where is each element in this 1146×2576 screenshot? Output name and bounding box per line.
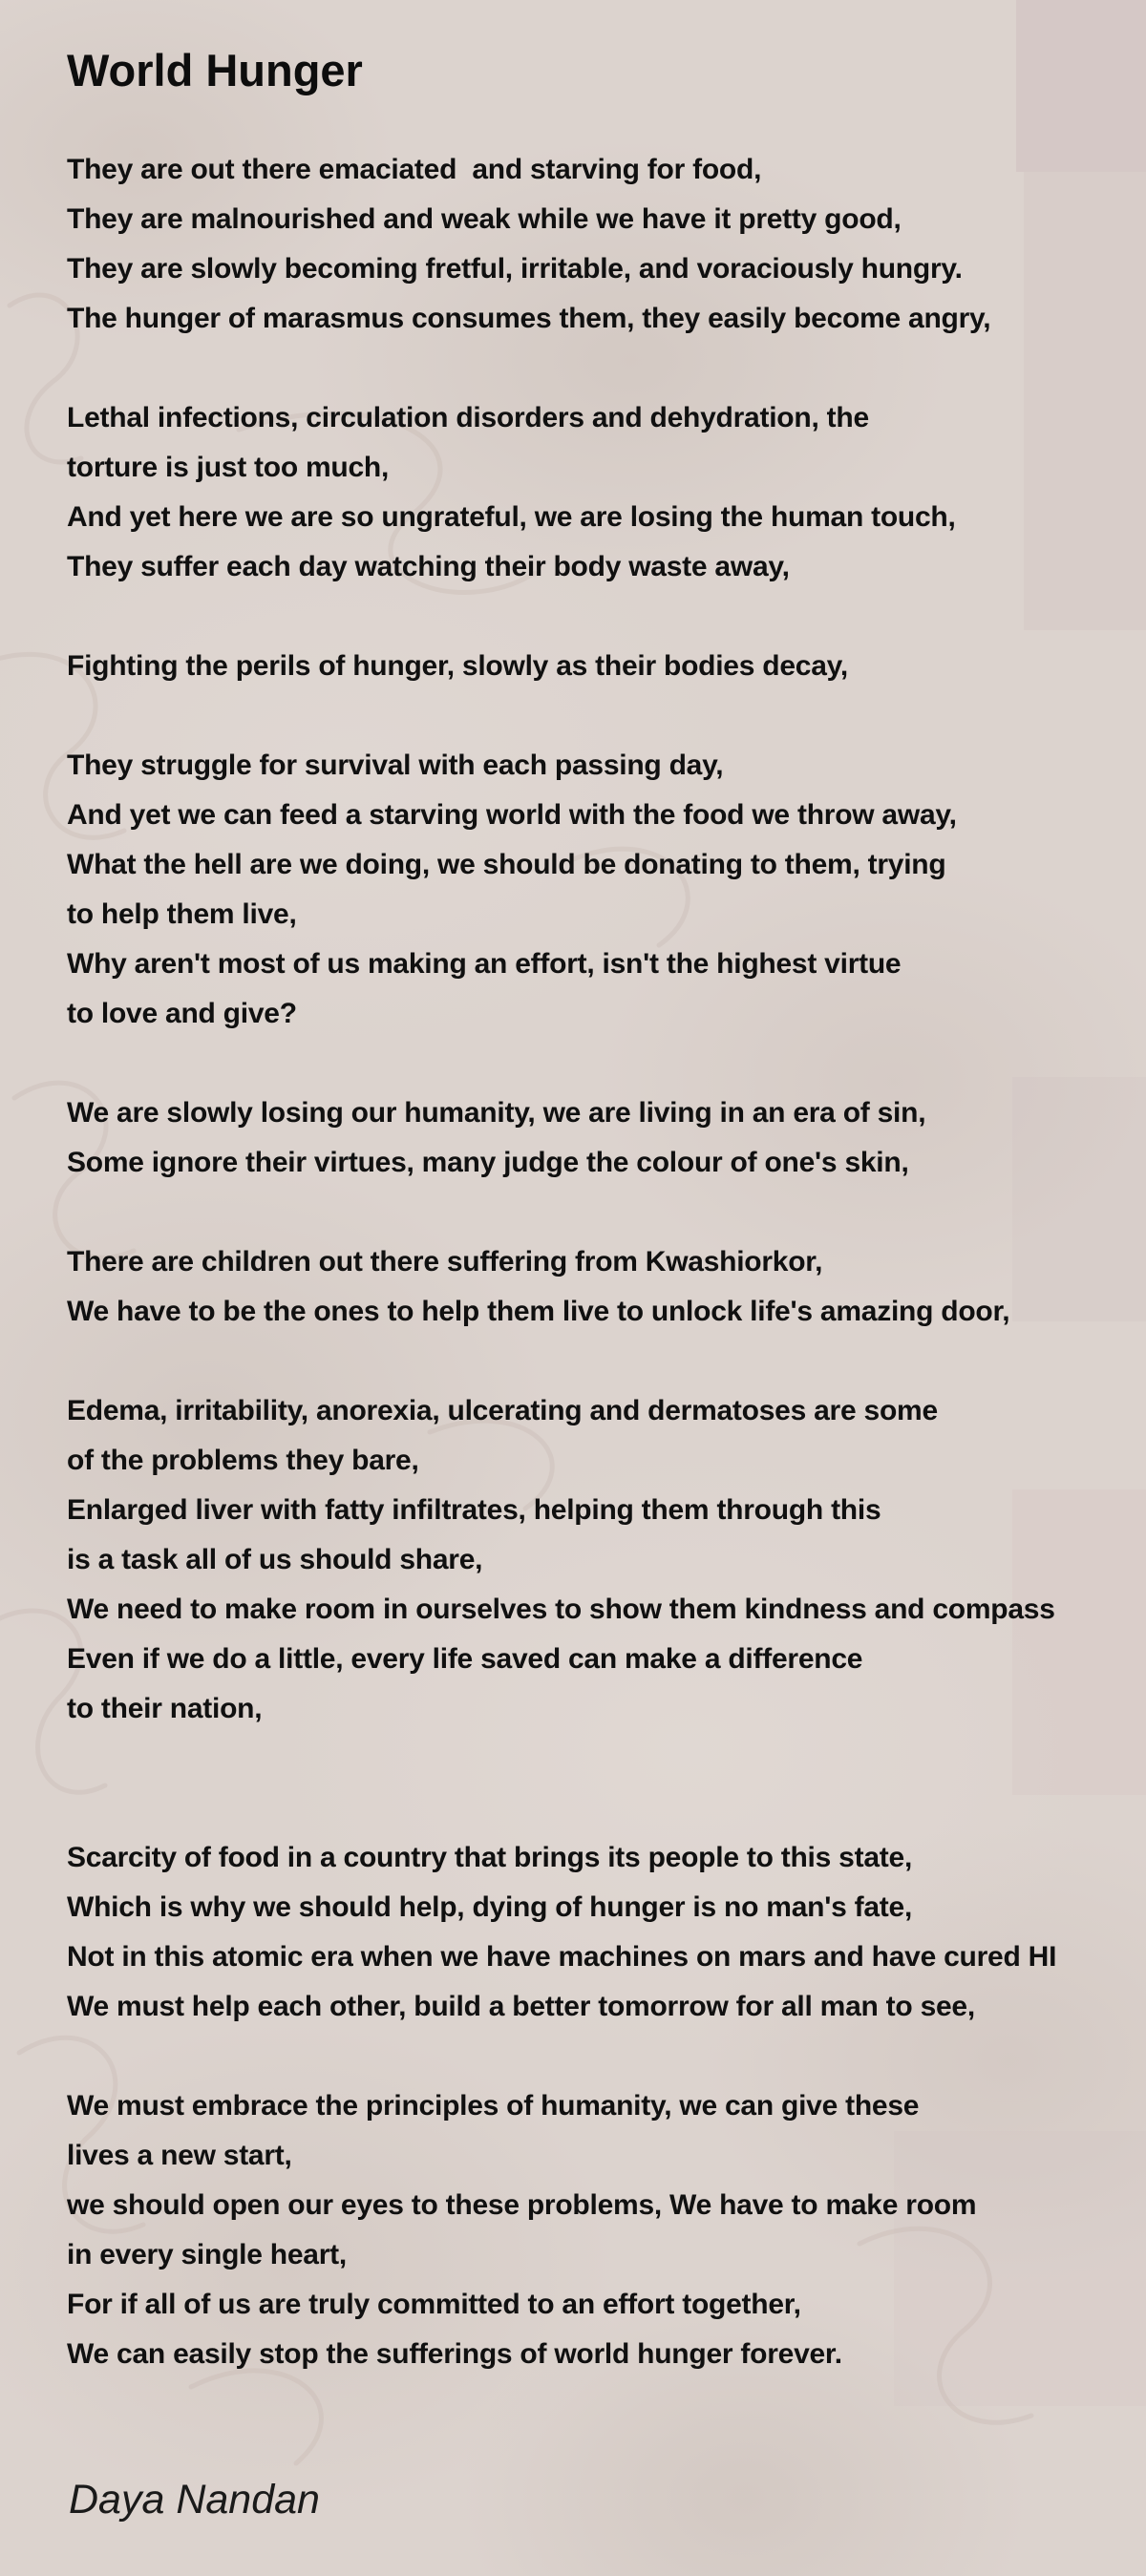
poem-line: to love and give? xyxy=(67,998,297,1029)
poem-line: in every single heart, xyxy=(67,2239,347,2270)
poem-line: Why aren't most of us making an effort, isn't the highest virtue xyxy=(67,948,902,980)
poem-stanza xyxy=(67,1833,1146,2032)
poem-line: Not in this atomic era when we have machines on mars and have cured HI xyxy=(67,1941,1057,1973)
poem-stanza xyxy=(67,741,1146,1039)
poem-line: Fighting the perils of hunger, slowly as their bodies decay, xyxy=(67,650,848,682)
poem-line: to their nation, xyxy=(67,1693,263,1724)
poem-line: to help them live, xyxy=(67,898,297,930)
poem-line: Scarcity of food in a country that brings its people to this state, xyxy=(67,1842,913,1873)
poem-line: We have to be the ones to help them live to unlock life's amazing door, xyxy=(67,1296,1010,1327)
poem-line: They are slowly becoming fretful, irritable, and voraciously hungry. xyxy=(67,253,963,285)
poem-title: World Hunger xyxy=(67,45,363,95)
poem-line: We are slowly losing our humanity, we are living in an era of sin, xyxy=(67,1097,926,1129)
poem-line: lives a new start, xyxy=(67,2140,292,2171)
poem-line: torture is just too much, xyxy=(67,452,390,483)
poem-line: Which is why we should help, dying of hunger is no man's fate, xyxy=(67,1891,913,1923)
poem-stanza xyxy=(67,2081,1146,2379)
poem-stanza xyxy=(67,393,1146,592)
poem-line: And yet here we are so ungrateful, we are losing the human touch, xyxy=(67,501,956,533)
poem-stanza xyxy=(67,1088,1146,1188)
poem-line: We must embrace the principles of humanity, we can give these xyxy=(67,2090,920,2122)
poem-line: We must help each other, build a better tomorrow for all man to see, xyxy=(67,1991,975,2022)
poem-stanza xyxy=(67,145,1146,344)
poem-line: For if all of us are truly committed to an effort together, xyxy=(67,2289,801,2320)
poem-line: What the hell are we doing, we should be donating to them, trying xyxy=(67,849,946,880)
poem-line: There are children out there suffering from Kwashiorkor, xyxy=(67,1246,823,1277)
poem-body xyxy=(67,145,1146,2379)
poem-line: They struggle for survival with each passing day, xyxy=(67,750,724,781)
poem-line: of the problems they bare, xyxy=(67,1445,419,1476)
poem-line: is a task all of us should share, xyxy=(67,1544,483,1575)
poem-author-signature: Daya Nandan xyxy=(69,2477,320,2523)
poem-line: And yet we can feed a starving world with the food we throw away, xyxy=(67,799,957,831)
poem-line: We can easily stop the sufferings of world hunger forever. xyxy=(67,2338,842,2370)
poem-line: The hunger of marasmus consumes them, they easily become angry, xyxy=(67,303,991,334)
poem-line: They suffer each day watching their body waste away, xyxy=(67,551,790,582)
poem-stanza xyxy=(67,642,1146,691)
poem-line: Even if we do a little, every life saved can make a difference xyxy=(67,1643,863,1675)
poem-stanza xyxy=(67,1386,1146,1734)
poem-line: Edema, irritability, anorexia, ulcerating and dermatoses are some xyxy=(67,1395,938,1426)
poem-line: They are out there emaciated and starving for food, xyxy=(67,154,762,185)
poem-line: They are malnourished and weak while we have it pretty good, xyxy=(67,203,902,235)
poem-line: We need to make room in ourselves to show them kindness and compass xyxy=(67,1594,1055,1625)
poem-line: Lethal infections, circulation disorders and dehydration, the xyxy=(67,402,869,433)
poem-line: Enlarged liver with fatty infiltrates, helping them through this xyxy=(67,1494,881,1526)
poem-line: Some ignore their virtues, many judge the colour of one's skin, xyxy=(67,1147,909,1178)
poem-line: we should open our eyes to these problems, We have to make room xyxy=(67,2189,977,2221)
poem-stanza xyxy=(67,1237,1146,1337)
